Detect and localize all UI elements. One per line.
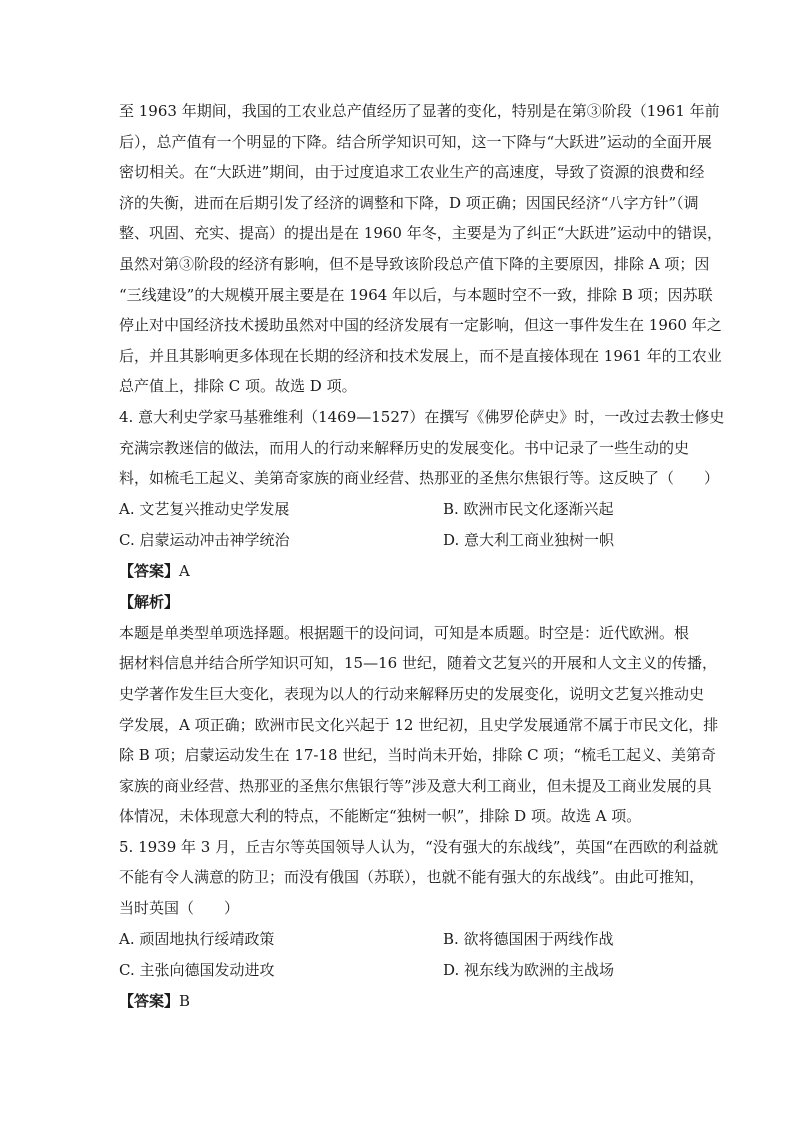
q3-analysis-continuation	[119, 96, 723, 402]
text-line: 密切相关。在“大跃进”期间，由于过度追求工农业生产的高速度，导致了资源的浪费和经	[119, 163, 705, 182]
text-line: 后），总产值有一个明显的下降。结合所学知识可知，这一下降与“大跃进”运动的全面开展	[119, 132, 712, 151]
text-line: 整、巩固、充实、提高）的提出是在 1960 年冬，主要是为了纠正“大跃进”运动中的错误，	[119, 224, 723, 243]
text-line: 后，并且其影响更多体现在长期的经济和技术发展上，而不是直接体现在 1961 年的工农业	[119, 346, 722, 365]
question-5	[119, 832, 719, 1017]
analysis-line: 据材料信息并结合所学知识可知，15—16 世纪，随着文艺复兴的开展和人文主义的传播，	[119, 654, 717, 673]
options-row	[119, 924, 675, 955]
question-stem-line: 4. 意大利史学家马基雅维利（1469—1527）在撰写《佛罗伦萨史》时，一改过去教士修史	[119, 407, 725, 426]
options-row	[119, 494, 675, 525]
option-d: D. 视东线为欧洲的主战场	[443, 960, 615, 979]
question-4	[119, 402, 725, 832]
answer-value: B	[179, 991, 191, 1010]
question-stem-line: 5. 1939 年 3 月，丘吉尔等英国领导人认为，“没有强大的东战线”，英国“在西欧的利益就	[119, 837, 719, 856]
text-line: “三线建设”的大规模开展主要是在 1964 年以后，与本题时空不一致，排除 B 项；因苏联	[119, 285, 713, 304]
question-stem-line: 不能有令人满意的防卫；而没有俄国（苏联），也就不能有强大的东战线”。由此可推知，	[119, 868, 705, 887]
question-stem-line: 当时英国（ ）	[119, 899, 240, 918]
analysis-line: 体情况，未体现意大利的特点，不能断定“独树一帜”，排除 D 项。故选 A 项。	[119, 807, 642, 826]
analysis-line: 除 B 项；启蒙运动发生在 17-18 世纪，当时尚未开始，排除 C 项；“梳毛工起义、美第奇	[119, 746, 717, 765]
answer	[119, 986, 675, 1017]
option-a: A. 文艺复兴推动史学发展	[119, 499, 290, 518]
question-stem-line: 充满宗教迷信的做法，而用人的行动来解释历史的发展变化。书中记录了一些生动的史	[119, 438, 690, 457]
analysis-line: 学发展，A 项正确；欧洲市民文化兴起于 12 世纪初，且史学发展通常不属于市民文化，排	[119, 715, 719, 734]
answer-label: 【答案】	[119, 991, 180, 1010]
options-row	[119, 525, 675, 556]
option-a: A. 顽固地执行绥靖政策	[119, 929, 275, 948]
document-page	[119, 96, 725, 1017]
analysis-label: 【解析】	[119, 592, 180, 611]
answer-label: 【答案】	[119, 561, 180, 580]
option-d: D. 意大利工商业独树一帜	[443, 530, 615, 549]
text-line: 停止对中国经济技术援助虽然对中国的经济发展有一定影响，但这一事件发生在 1960 年之	[119, 316, 722, 335]
option-c: C. 主张向德国发动进攻	[119, 960, 275, 979]
answer	[119, 556, 675, 587]
question-stem-line: 料，如梳毛工起义、美第奇家族的商业经营、热那亚的圣焦尔焦银行等。这反映了（ ）	[119, 469, 720, 488]
options-row	[119, 955, 675, 986]
option-b: B. 欧洲市民文化逐渐兴起	[443, 499, 614, 518]
option-b: B. 欲将德国困于两线作战	[443, 929, 614, 948]
text-line: 虽然对第③阶段的经济有影响，但不是导致该阶段总产值下降的主要原因，排除 A 项；因	[119, 254, 710, 273]
analysis-line: 家族的商业经营、热那亚的圣焦尔焦银行等”涉及意大利工商业，但未提及工商业发展的具	[119, 776, 712, 795]
text-line: 至 1963 年期间，我国的工农业总产值经历了显著的变化，特别是在第③阶段（1961 年前	[119, 102, 720, 120]
analysis-line: 本题是单类型单项选择题。根据题干的设问词，可知是本质题。时空是：近代欧洲。根	[119, 623, 690, 642]
answer-value: A	[179, 561, 190, 580]
analysis-heading	[119, 587, 675, 618]
option-c: C. 启蒙运动冲击神学统治	[119, 530, 290, 549]
text-line: 总产值上，排除 C 项。故选 D 项。	[119, 377, 357, 396]
text-line: 济的失衡，进而在后期引发了经济的调整和下降，D 项正确；因国民经济“八字方针”（调	[119, 193, 699, 212]
analysis-line: 史学著作发生巨大变化，表现为以人的行动来解释历史的发展变化，说明文艺复兴推动史	[119, 684, 705, 703]
